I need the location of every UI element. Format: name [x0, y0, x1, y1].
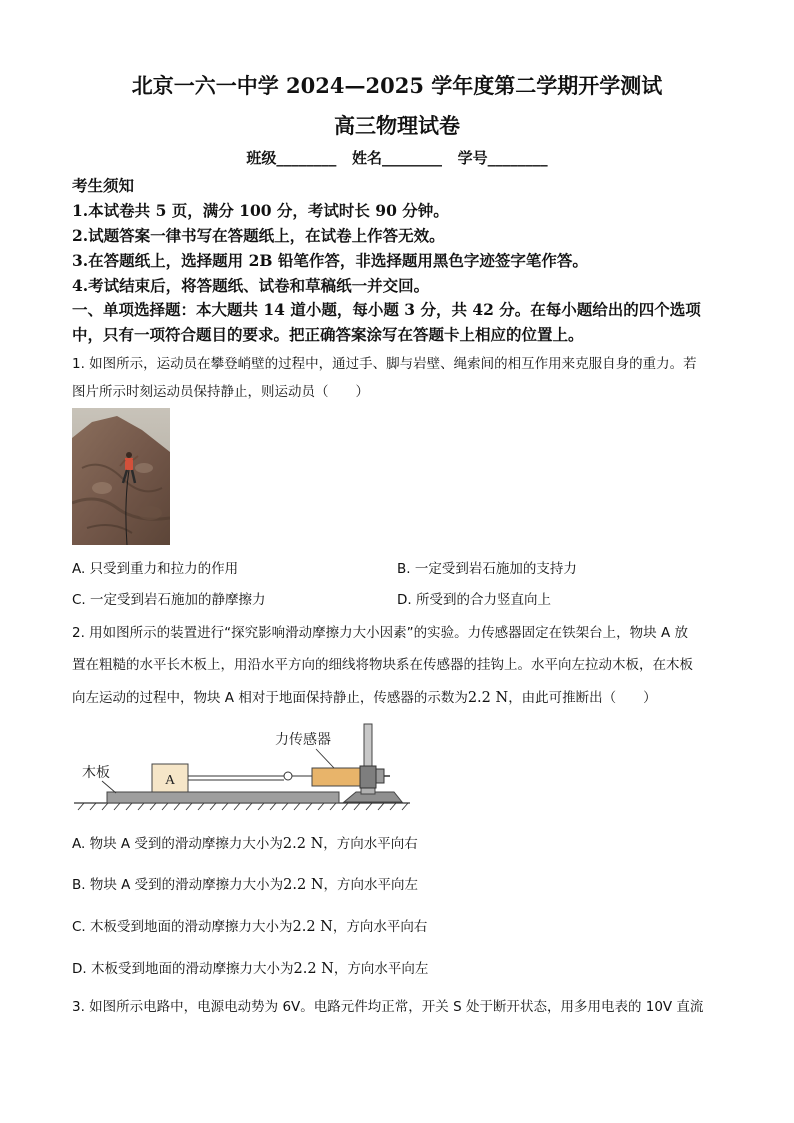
- q2-stem-cont2: [72, 686, 657, 706]
- q1-option-d[interactable]: D. 所受到的合力竖直向上: [397, 592, 551, 608]
- friction-apparatus-diagram: [72, 720, 412, 812]
- student-info-line: 班级________ 姓名________ 学号________: [246, 149, 548, 167]
- clamp-screw: [376, 769, 384, 783]
- q2-option-d[interactable]: [72, 957, 428, 977]
- section-heading-cont: 中，只有一项符合题目的要求。把正确答案涂写在答题卡上相应的位置上。: [72, 325, 584, 344]
- q1-stem-cont: 图片所示时刻运动员保持静止，则运动员（ ）: [72, 384, 369, 400]
- notice-item: 2.试题答案一律书写在答题纸上，在试卷上作答无效。: [72, 226, 445, 245]
- board-label: 木板: [82, 764, 110, 780]
- sensor-hook: [284, 772, 292, 780]
- notice-item: 4.考试结束后，将答题纸、试卷和草稿纸一并交回。: [72, 276, 430, 295]
- q3-stem: 3. 如图所示电路中，电源电动势为 6V。电路元件均正常，开关 S 处于断开状态，用多用电表的 10V 直流: [72, 999, 704, 1015]
- exam-school-title: 北京一六一中学 2024—2025 学年度第二学期开学测试: [131, 73, 663, 98]
- force-value: 2.2 N: [467, 690, 509, 706]
- sensor-leader-line: [316, 749, 334, 768]
- option-text: ，方向水平向右: [323, 836, 418, 852]
- option-text: B. 物块 A 受到的滑动摩擦力大小为: [72, 877, 284, 893]
- paper-title: 高三物理试卷: [334, 113, 460, 138]
- q2-option-a[interactable]: [72, 832, 418, 852]
- force-value: 2.2 N: [293, 961, 334, 977]
- sensor-label: 力传感器: [275, 731, 331, 747]
- option-text: ，方向水平向左: [333, 961, 429, 977]
- section-heading: 一、单项选择题：本大题共 14 道小题，每小题 3 分，共 42 分。在每小题给出的四个选项: [72, 300, 701, 319]
- q1-option-b[interactable]: B. 一定受到岩石施加的支持力: [397, 561, 577, 577]
- force-value: 2.2 N: [292, 919, 333, 935]
- option-text: ，方向水平向右: [332, 919, 428, 935]
- q2-option-c[interactable]: [72, 915, 427, 935]
- option-text: ，方向水平向左: [323, 877, 419, 893]
- q1-option-c[interactable]: C. 一定受到岩石施加的静摩擦力: [72, 592, 266, 608]
- notice-heading: 考生须知: [72, 176, 135, 195]
- q2-stem-cont: 置在粗糙的水平长木板上，用沿水平方向的细线将物块系在传感器的挂钩上。水平向左拉动木板，在木板: [72, 657, 693, 673]
- q1-stem: 1. 如图所示，运动员在攀登峭壁的过程中，通过手、脚与岩壁、绳索间的相互作用来克服自身的重力。若: [72, 356, 697, 372]
- option-text: C. 木板受到地面的滑动摩擦力大小为: [72, 919, 293, 935]
- option-text: A. 物块 A 受到的滑动摩擦力大小为: [72, 836, 283, 852]
- sensor-clamp: [360, 766, 376, 788]
- force-sensor: [312, 768, 362, 786]
- notice-item: 1.本试卷共 5 页，满分 100 分，考试时长 90 分钟。: [72, 201, 449, 220]
- option-text: D. 木板受到地面的滑动摩擦力大小为: [72, 961, 294, 977]
- force-value: 2.2 N: [283, 877, 324, 893]
- q1-option-a[interactable]: A. 只受到重力和拉力的作用: [72, 561, 239, 577]
- q2-stem: 2. 用如图所示的装置进行“探究影响滑动摩擦力大小因素”的实验。力传感器固定在铁架台上，物块 A 放: [72, 625, 688, 641]
- board-leader-line: [102, 781, 116, 793]
- force-value: 2.2 N: [282, 836, 324, 852]
- ground-hatch: [78, 803, 408, 810]
- block-a-label: A: [164, 773, 176, 788]
- notice-item: 3.在答题纸上，选择题用 2B 铅笔作答，非选择题用黑色字迹签字笔作答。: [72, 251, 588, 270]
- q2-stem-text: 向左运动的过程中，物块 A 相对于地面保持静止，传感器的示数为: [72, 690, 468, 706]
- climber-photo: [72, 408, 170, 545]
- q2-stem-text: ，由此可推断出（ ）: [508, 690, 657, 706]
- wooden-board: [107, 792, 339, 803]
- q2-option-b[interactable]: [72, 873, 418, 893]
